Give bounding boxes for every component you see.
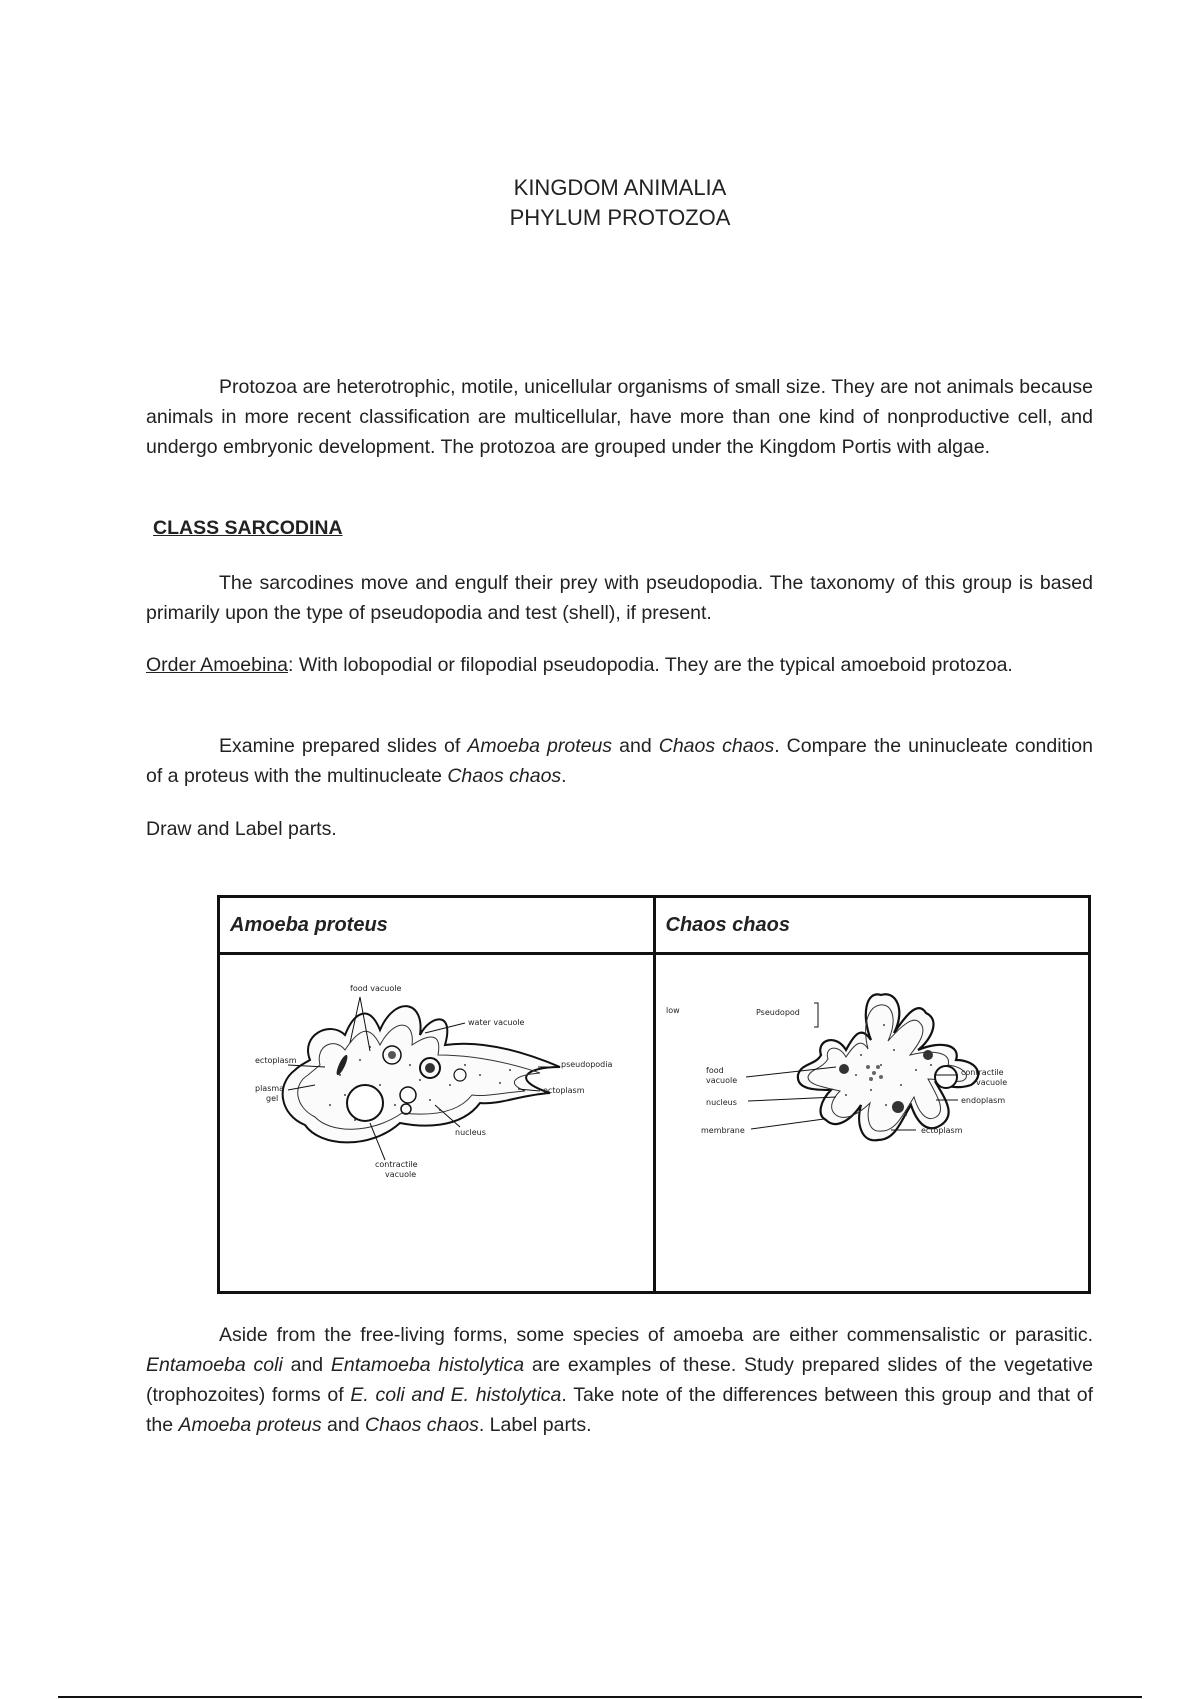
parasitic-text-6: . Label parts. bbox=[478, 1414, 592, 1436]
parasitic-text-3: are examples of these. Study prepared slides of the vegetative (trophozoites) forms of bbox=[146, 1354, 1093, 1406]
kingdom-title: KINGDOM ANIMALIA bbox=[513, 175, 727, 200]
chaos-chaos-header: Chaos chaos bbox=[654, 897, 1090, 954]
parasitic-text-4: . Take note of the differences between this group and that of the bbox=[146, 1384, 1094, 1436]
phylum-title: PHYLUM PROTOZOA bbox=[509, 205, 731, 230]
chaos-label: nucleus bbox=[705, 1098, 737, 1107]
specimen-drawing-table bbox=[217, 895, 1091, 1294]
sarcodina-description: The sarcodines move and engulf their prey with pseudopodia. The taxonomy of this group is based primarily upon the type of pseudopodia and test (shell), if present. bbox=[146, 572, 1093, 624]
parasitic-paragraph bbox=[146, 1320, 1093, 1440]
amoeba-label: ectoplasm bbox=[255, 1056, 297, 1065]
parasitic-text-1: Aside from the free-living forms, some species of amoeba are either commensalistic or parasitic. bbox=[219, 1324, 1093, 1346]
amoeba-label: pseudopodia bbox=[561, 1060, 613, 1069]
examine-species-chaos: Chaos chaos bbox=[658, 735, 775, 757]
class-sarcodina-heading: CLASS SARCODINA bbox=[153, 517, 343, 539]
chaos-label: ectoplasm bbox=[920, 1126, 963, 1135]
parasitic-text-2: and bbox=[282, 1354, 331, 1376]
amoeba-label: vacuole bbox=[385, 1170, 417, 1179]
amoeba-label: gel bbox=[266, 1094, 279, 1103]
examine-text-2: and bbox=[612, 735, 659, 757]
chaos-label: membrane bbox=[700, 1126, 745, 1135]
page-bottom-rule bbox=[58, 1696, 1142, 1698]
chaos-label: contractile bbox=[960, 1068, 1004, 1077]
order-amoebina-label: Order Amoebina bbox=[146, 654, 288, 676]
species-amoeba-proteus: Amoeba proteus bbox=[178, 1414, 322, 1436]
chaos-label: low bbox=[665, 1006, 680, 1015]
chaos-chaos-drawing bbox=[656, 955, 1086, 1285]
amoeba-proteus-cell bbox=[219, 954, 655, 1293]
species-entamoeba-histolytica: Entamoeba histolytica bbox=[330, 1354, 525, 1376]
examine-species-chaos-2: Chaos chaos bbox=[447, 765, 562, 787]
species-chaos-chaos: Chaos chaos bbox=[365, 1414, 479, 1436]
amoeba-label: water vacuole bbox=[468, 1018, 525, 1027]
amoeba-label: food vacuole bbox=[350, 984, 402, 993]
chaos-label: vacuole bbox=[975, 1078, 1007, 1087]
chaos-label: endoplasm bbox=[960, 1096, 1005, 1105]
amoeba-label: nucleus bbox=[455, 1128, 486, 1137]
amoeba-label: plasma bbox=[255, 1084, 285, 1093]
examine-text-3: . Compare the uninucleate condition of a proteus with the multinucleate bbox=[146, 735, 1093, 787]
parasitic-text-5: and bbox=[321, 1414, 365, 1436]
chaos-chaos-cell bbox=[654, 954, 1090, 1293]
chaos-label: Pseudopod bbox=[755, 1008, 800, 1017]
examine-text-1: Examine prepared slides of bbox=[219, 735, 468, 757]
chaos-label: vacuole bbox=[705, 1076, 737, 1085]
species-entamoeba-coli: Entamoeba coli bbox=[146, 1354, 283, 1376]
amoeba-proteus-header: Amoeba proteus bbox=[219, 897, 655, 954]
species-e-coli-histolytica: E. coli and E. histolytica bbox=[350, 1384, 562, 1406]
order-amoebina-paragraph bbox=[146, 650, 1093, 680]
intro-paragraph: Protozoa are heterotrophic, motile, unicellular organisms of small size. They are not animals because animals in more recent classification are multicellular, have more than one kind of nonproductive cell, and undergo embryonic development. The protozoa are grouped under the Kingdom Portis with algae. bbox=[146, 376, 1093, 458]
amoeba-label: ectoplasm bbox=[543, 1086, 585, 1095]
examine-text-4: . bbox=[561, 765, 567, 787]
examine-paragraph bbox=[146, 731, 1093, 791]
order-amoebina-text: : With lobopodial or filopodial pseudopodia. They are the typical amoeboid protozoa. bbox=[288, 654, 1013, 676]
examine-species-amoeba: Amoeba proteus bbox=[467, 735, 613, 757]
amoeba-label: contractile bbox=[375, 1160, 418, 1169]
chaos-label: food bbox=[705, 1066, 724, 1075]
draw-instruction: Draw and Label parts. bbox=[146, 818, 337, 840]
amoeba-proteus-drawing bbox=[220, 955, 650, 1285]
